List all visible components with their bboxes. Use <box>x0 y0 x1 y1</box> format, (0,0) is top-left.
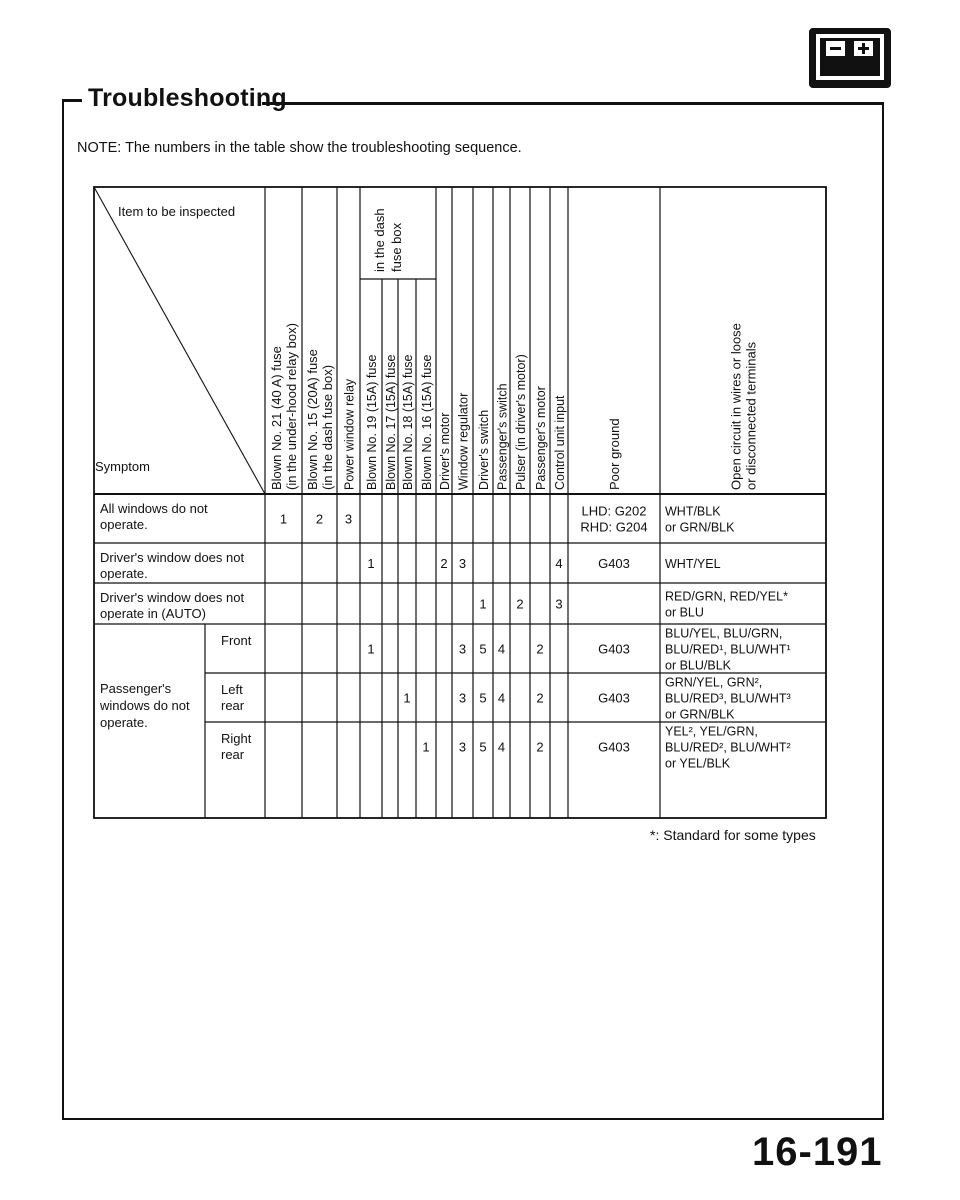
column-header: Blown No. 18 (15A) fuse <box>401 354 415 490</box>
column-header: Blown No. 21 (40 A) fuse <box>269 346 284 490</box>
symptom-text: Driver's window does not <box>100 550 245 565</box>
sequence-number: 1 <box>403 690 411 706</box>
wire-colors: WHT/YEL <box>665 557 721 571</box>
ground-point: G403 <box>598 739 630 755</box>
passenger-group-label: operate. <box>100 715 148 730</box>
symptom-text: All windows do not <box>100 501 208 516</box>
sequence-number: 1 <box>422 739 430 755</box>
column-header: Blown No. 15 (20A) fuse <box>305 349 320 490</box>
page-number: 16-191 <box>752 1130 883 1174</box>
column-header: Control unit input <box>553 395 567 490</box>
footnote: *: Standard for some types <box>650 827 816 843</box>
wire-colors: or BLU/BLK <box>665 658 732 673</box>
sequence-number: 3 <box>458 641 467 657</box>
wire-colors: or BLU <box>665 605 704 620</box>
corner-symptom-label: Symptom <box>95 459 150 474</box>
column-header: Blown No. 17 (15A) fuse <box>384 354 398 490</box>
sequence-number: 1 <box>279 511 288 527</box>
column-header: (in the under-hood relay box) <box>284 323 299 490</box>
wire-colors: YEL², YEL/GRN, <box>665 724 758 739</box>
symptom-text: operate. <box>100 517 148 532</box>
sub-symptom-text: rear <box>221 747 245 762</box>
sequence-number: 1 <box>367 556 375 571</box>
column-header: Driver's motor <box>438 412 452 490</box>
sequence-number: 4 <box>497 690 506 706</box>
column-header: Blown No. 16 (15A) fuse <box>420 354 434 490</box>
symptom-text: Driver's window does not <box>100 590 245 605</box>
sequence-number: 5 <box>479 739 487 755</box>
sequence-number: 5 <box>479 641 487 657</box>
column-header: Pulser (in driver's motor) <box>514 354 528 490</box>
sub-symptom-text: Front <box>221 633 252 648</box>
sub-symptom-text: Right <box>221 731 252 746</box>
passenger-group-label: Passenger's <box>100 681 172 696</box>
sequence-number: 2 <box>536 739 544 755</box>
column-header: or disconnected terminals <box>743 341 759 490</box>
ground-point: RHD: G204 <box>580 519 648 535</box>
column-header: (in the dash fuse box) <box>320 364 335 490</box>
wire-colors: BLU/RED³, BLU/WHT³ <box>665 691 791 706</box>
symptom-text: operate. <box>100 566 148 581</box>
sequence-number: 2 <box>315 511 324 527</box>
column-header: Blown No. 19 (15A) fuse <box>365 354 379 490</box>
ground-point: G403 <box>598 690 630 706</box>
sequence-number: 2 <box>536 641 544 657</box>
section-title: Troubleshooting <box>88 84 287 112</box>
sequence-number: 1 <box>367 641 375 657</box>
sequence-number: 3 <box>344 511 353 527</box>
corner-item-label: Item to be inspected <box>118 204 236 219</box>
wire-colors: or GRN/BLK <box>665 707 735 722</box>
sequence-number: 2 <box>440 556 448 571</box>
sequence-number: 3 <box>458 739 467 755</box>
sequence-number: 2 <box>516 596 524 612</box>
column-header: Window regulator <box>456 392 471 490</box>
sequence-number: 3 <box>458 690 467 706</box>
sub-symptom-text: Left <box>221 682 243 697</box>
wire-colors: BLU/RED¹, BLU/WHT¹ <box>665 642 791 657</box>
ground-point: G403 <box>598 556 630 571</box>
wire-colors: RED/GRN, RED/YEL* <box>665 589 788 604</box>
wire-colors: or GRN/BLK <box>665 520 735 535</box>
column-header: Open circuit in wires or loose <box>728 323 744 490</box>
sequence-number: 2 <box>536 690 544 706</box>
group-header-line-1: in the dash <box>372 208 387 272</box>
sequence-number: 4 <box>497 641 506 657</box>
column-header: Passenger's motor <box>534 386 548 490</box>
sequence-number: 1 <box>479 596 487 612</box>
sequence-number: 5 <box>479 690 487 706</box>
sequence-number: 3 <box>555 596 563 612</box>
passenger-group-label: windows do not <box>100 698 190 713</box>
ground-point: G403 <box>598 641 630 657</box>
sequence-number: 4 <box>497 739 506 755</box>
sequence-number: 3 <box>458 556 467 571</box>
sub-symptom-text: rear <box>221 698 245 713</box>
column-header: Poor ground <box>607 418 622 490</box>
group-header-line-2: fuse box <box>389 222 404 272</box>
column-header: Passenger's switch <box>495 383 510 490</box>
wire-colors: or YEL/BLK <box>665 756 731 771</box>
ground-point: LHD: G202 <box>581 503 647 519</box>
wire-colors: GRN/YEL, GRN², <box>665 675 763 690</box>
note-text: NOTE: The numbers in the table show the troubleshooting sequence. <box>77 140 522 156</box>
sequence-number: 4 <box>555 556 563 571</box>
column-header: Driver's switch <box>477 409 491 490</box>
column-header: Power window relay <box>342 378 357 490</box>
wire-colors: WHT/BLK <box>665 504 721 519</box>
wire-colors: BLU/YEL, BLU/GRN, <box>665 626 783 641</box>
wire-colors: BLU/RED², BLU/WHT² <box>665 740 791 755</box>
corner-diagonal <box>94 187 265 494</box>
symptom-text: operate in (AUTO) <box>100 606 206 621</box>
